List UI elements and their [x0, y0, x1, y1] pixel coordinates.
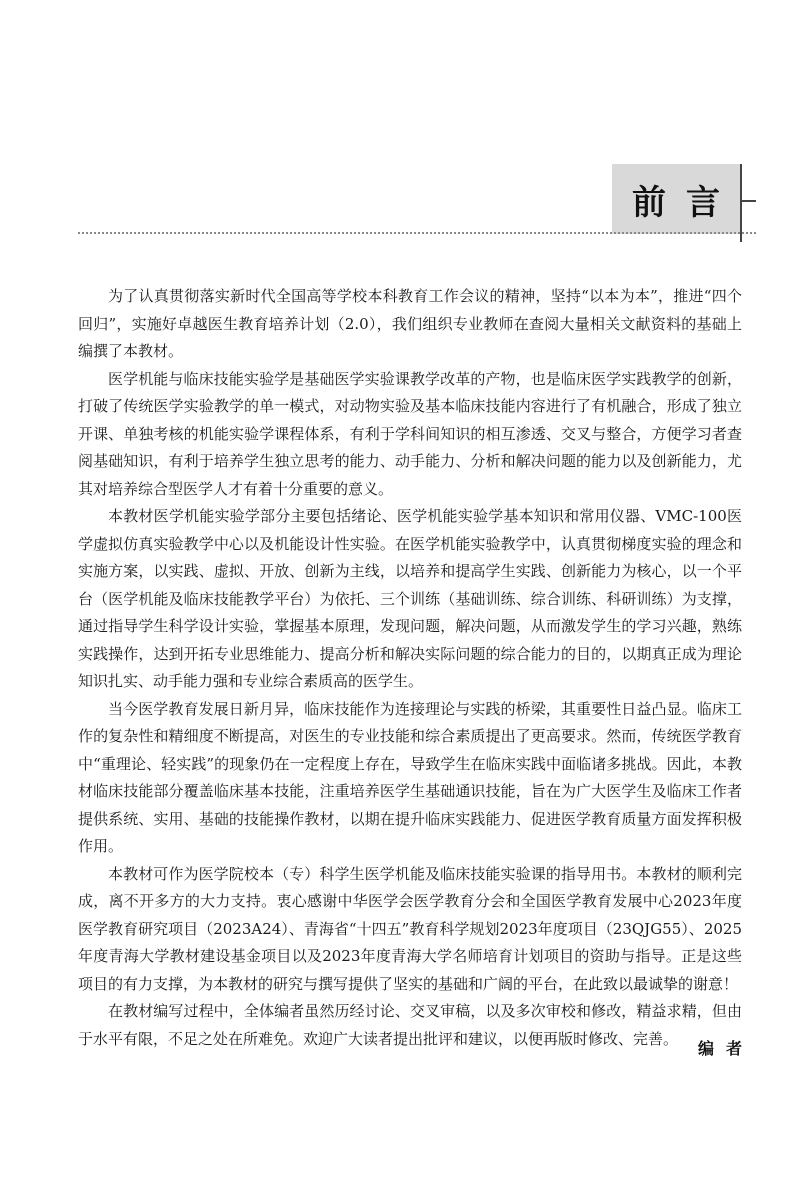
title-box	[612, 164, 740, 234]
page-title: 前言	[632, 182, 740, 223]
paragraph-6: 在教材编写过程中，全体编者虽然历经讨论、交叉审稿，以及多次审校和修改，精益求精，但由于水平有限，不足之处在所难免。欢迎广大读者提出批评和建议，以便再版时修改、完善。	[78, 1002, 742, 1048]
author-signature: 编者	[697, 1039, 754, 1058]
preface-body	[78, 283, 742, 1053]
paragraph-5: 本教材可作为医学院校本（专）科学生医学机能及临床技能实验课的指导用书。本教材的顺利完成，离不开多方的大力支持。衷心感谢中华医学会医学教育分会和全国医学教育发展中心2023年度医学教育研究项目（2023A24）、青海省“十四五”教育科学规划2023年度项目（23QJG55）、2025年度青海大学教材建设基金项目以及2023年度青海大学名师培育计划项目的资助与指导。正是这些项目的有力支撑，为本教材的研究与撰写提供了坚实的基础和广阔的平台，在此致以最诚挚的谢意！	[78, 864, 742, 993]
title-vertical-rule	[740, 164, 742, 242]
paragraph-4: 当今医学教育发展日新月异，临床技能作为连接理论与实践的桥梁，其重要性日益凸显。临床工作的复杂性和精细度不断提高，对医生的专业技能和综合素质提出了更高要求。然而，传统医学教育中“重理论、轻实践”的现象仍在一定程度上存在，导致学生在临床实践中面临诸多挑战。因此，本教材临床技能部分覆盖临床基本技能，注重培养医学生基础通识技能，旨在为广大医学生及临床工作者提供系统、实用、基础的技能操作教材，以期在提升临床实践能力、促进医学教育质量方面发挥积极作用。	[78, 699, 742, 855]
paragraph-2: 医学机能与临床技能实验学是基础医学实验课教学改革的产物，也是临床医学实践教学的创新，打破了传统医学实验教学的单一模式，对动物实验及基本临床技能内容进行了有机融合，形成了独立开课、单独考核的机能实验学课程体系，有利于学科间知识的相互渗透、交叉与整合，方便学习者查阅基础知识，有利于培养学生独立思考的能力、动手能力、分析和解决问题的能力以及创新能力，尤其对培养综合型医学人才有着十分重要的意义。	[78, 369, 742, 498]
title-tick-mark	[742, 200, 756, 202]
paragraph-3: 本教材医学机能实验学部分主要包括绪论、医学机能实验学基本知识和常用仪器、VMC-100医学虚拟仿真实验教学中心以及机能设计性实验。在医学机能实验教学中，认真贯彻梯度实验的理念和实施方案，以实践、虚拟、开放、创新为主线，以培养和提高学生实践、创新能力为核心，以一个平台（医学机能及临床技能教学平台）为依托、三个训练（基础训练、综合训练、科研训练）为支撑，通过指导学生科学设计实验，掌握基本原理，发现问题，解决问题，从而激发学生的学习兴趣，熟练实践操作，达到开拓专业思维能力、提高分析和解决实际问题的综合能力的目的，以期真正成为理论知识扎实、动手能力强和专业综合素质高的医学生。	[78, 507, 742, 690]
header-dotted-divider	[78, 232, 756, 234]
paragraph-1: 为了认真贯彻落实新时代全国高等学校本科教育工作会议的精神，坚持“以本为本”，推进“四个回归”，实施好卓越医生教育培养计划（2.0），我们组织专业教师在查阅大量相关文献资料的基础上编撰了本教材。	[78, 287, 742, 360]
